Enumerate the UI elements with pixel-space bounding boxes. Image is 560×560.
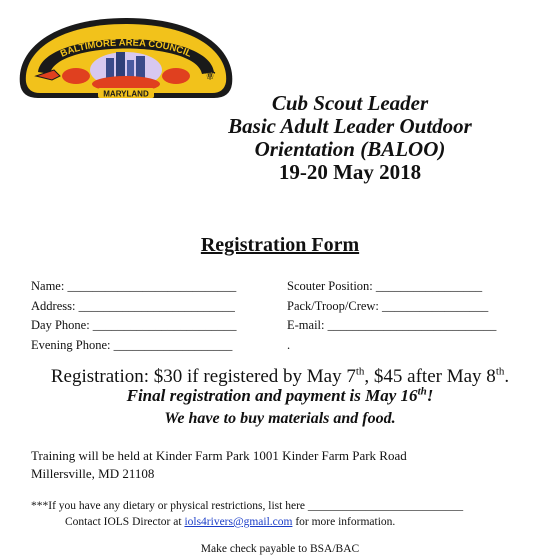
- fee-sup-1: th: [355, 365, 365, 378]
- contact-line: [31, 514, 463, 530]
- fields-right-column: [287, 277, 496, 355]
- crab-right-claw: [162, 68, 190, 84]
- restrictions-note: [31, 498, 463, 530]
- fee-sup-2: th: [495, 365, 505, 378]
- day-phone-field[interactable]: Day Phone: _______________________: [31, 318, 237, 332]
- patch-top-text: BALTIMORE AREA COUNCIL: [58, 37, 194, 60]
- title-line-1: Cub Scout Leader: [271, 91, 429, 115]
- registration-fee-line: [0, 366, 560, 388]
- contact-text-end: for more information.: [292, 516, 396, 528]
- title-line-3: Orientation (BALOO): [254, 137, 446, 161]
- location-line-2: Millersville, MD 21108: [31, 466, 155, 481]
- final-sup: th: [417, 385, 427, 398]
- crab-left-claw: [62, 68, 90, 84]
- payable-note: Make check payable to BSA/BAC: [200, 543, 360, 555]
- fee-text-3: .: [504, 366, 510, 387]
- final-registration-line: [0, 386, 560, 406]
- patch-bottom-text: MARYLAND: [103, 89, 149, 99]
- location-line-1: Training will be held at Kinder Farm Park 1001 Kinder Farm Park Road: [31, 448, 407, 463]
- trailing-period: .: [287, 337, 291, 352]
- email-field[interactable]: E-mail: ___________________________: [287, 318, 497, 332]
- fee-text-1: Registration: $30 if registered by May 7: [50, 366, 356, 387]
- fields-left-column: [31, 277, 237, 355]
- pack-troop-crew-field[interactable]: Pack/Troop/Crew: _________________: [287, 298, 489, 313]
- event-date: 19-20 May 2018: [278, 160, 422, 184]
- scouter-position-field[interactable]: Scouter Position: _________________: [287, 279, 483, 293]
- materials-line: We have to buy materials and food.: [164, 410, 396, 427]
- title-line-2: Basic Adult Leader Outdoor: [228, 114, 472, 138]
- name-field[interactable]: Name: ___________________________: [31, 279, 237, 293]
- fleur-de-lis-icon: ⚜: [202, 65, 218, 84]
- council-patch-logo: [14, 14, 238, 104]
- title-block: [190, 92, 510, 184]
- form-title: Registration Form: [200, 234, 360, 256]
- location-block: [31, 447, 407, 483]
- evening-phone-field[interactable]: Evening Phone: ___________________: [31, 337, 233, 352]
- final-end: !: [426, 386, 434, 405]
- director-email-link[interactable]: iols4rivers@gmail.com: [184, 516, 293, 528]
- address-field[interactable]: Address: _________________________: [31, 298, 235, 313]
- patch-building: [136, 56, 145, 80]
- patch-building: [116, 52, 125, 80]
- fee-text-2: , $45 after May 8: [364, 366, 496, 387]
- restrictions-line[interactable]: ***If you have any dietary or physical restrictions, list here ___________________________: [31, 500, 464, 512]
- final-text: Final registration and payment is May 16: [126, 386, 418, 405]
- contact-text: Contact IOLS Director at: [65, 516, 185, 528]
